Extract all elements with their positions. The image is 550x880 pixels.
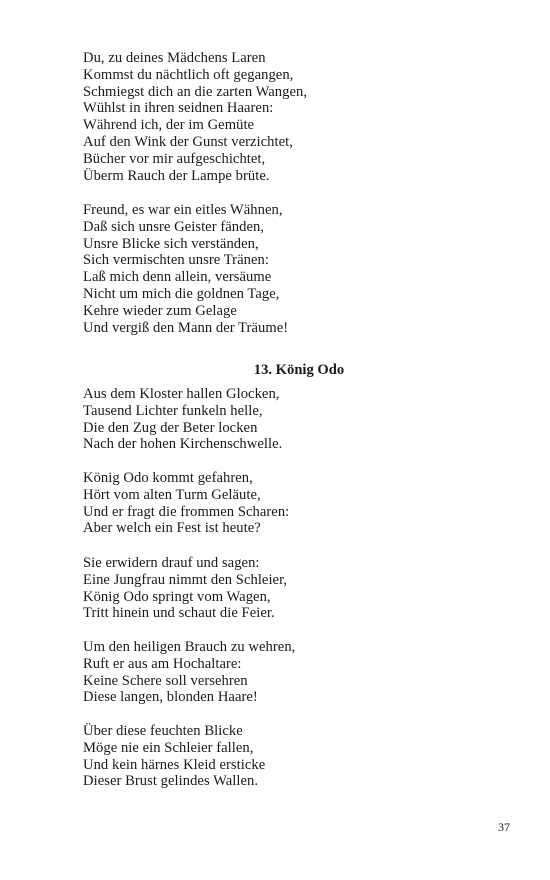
poem-stanza-4 <box>83 639 483 706</box>
verse-line: Ruft er aus am Hochaltare: <box>83 655 242 672</box>
page-number: 37 <box>498 820 510 834</box>
verse-line: Kommst du nächtlich oft gegangen, <box>83 66 294 83</box>
poem-stanza-2 <box>83 470 483 537</box>
poem-heading: 13. König Odo <box>253 362 345 378</box>
verse-line: Daß sich unsre Geister fänden, <box>83 218 265 235</box>
verse-line: Auf den Wink der Gunst verzichtet, <box>83 133 293 150</box>
verse-line: Tritt hinein und schaut die Feier. <box>83 605 275 622</box>
verse-line: Sie erwidern drauf und sagen: <box>83 555 260 571</box>
verse-line: Aber welch ein Fest ist heute? <box>83 520 261 537</box>
verse-line: Kehre wieder zum Gelage <box>83 302 237 319</box>
verse-line: Möge nie ein Schleier fallen, <box>83 739 254 756</box>
verse-line: Nicht um mich die goldnen Tage, <box>83 285 280 302</box>
verse-line: Diese langen, blonden Haare! <box>83 689 258 706</box>
verse-line: Um den heiligen Brauch zu wehren, <box>83 639 296 655</box>
stanza-top-1 <box>83 50 483 184</box>
verse-line: Keine Schere soll versehren <box>83 672 248 689</box>
verse-line: Aus dem Kloster hallen Glocken, <box>83 386 280 402</box>
verse-line: König Odo springt vom Wagen, <box>83 588 271 605</box>
verse-line: Freund, es war ein eitles Wähnen, <box>83 202 283 218</box>
verse-line: Bücher vor mir aufgeschichtet, <box>83 150 266 167</box>
verse-line: Du, zu deines Mädchens Laren <box>83 50 266 66</box>
verse-line: Schmiegst dich an die zarten Wangen, <box>83 83 308 100</box>
verse-line: Die den Zug der Beter locken <box>83 419 258 436</box>
verse-line: Überm Rauch der Lampe brüte. <box>83 167 270 184</box>
verse-line: Nach der hohen Kirchenschwelle. <box>83 436 283 453</box>
verse-line: Über diese feuchten Blicke <box>83 723 243 739</box>
verse-line: Hört vom alten Turm Geläute, <box>83 486 261 503</box>
stanza-top-2 <box>83 202 483 336</box>
verse-line: König Odo kommt gefahren, <box>83 470 253 486</box>
verse-line: Sich vermischten unsre Tränen: <box>83 252 269 269</box>
verse-line: Dieser Brust gelindes Wallen. <box>83 773 259 790</box>
verse-line: Und er fragt die frommen Scharen: <box>83 503 290 520</box>
poem-stanza-3 <box>83 555 483 622</box>
verse-line: Und kein härnes Kleid ersticke <box>83 756 266 773</box>
verse-line: Und vergiß den Mann der Träume! <box>83 319 289 336</box>
verse-line: Während ich, der im Gemüte <box>83 117 255 134</box>
verse-line: Unsre Blicke sich verständen, <box>83 235 259 252</box>
verse-line: Laß mich denn allein, versäume <box>83 269 272 286</box>
verse-line: Wühlst in ihren seidnen Haaren: <box>83 100 274 117</box>
verse-line: Tausend Lichter funkeln helle, <box>83 402 263 419</box>
poem-stanza-5 <box>83 723 483 790</box>
poem-stanza-1 <box>83 386 483 453</box>
verse-line: Eine Jungfrau nimmt den Schleier, <box>83 571 288 588</box>
